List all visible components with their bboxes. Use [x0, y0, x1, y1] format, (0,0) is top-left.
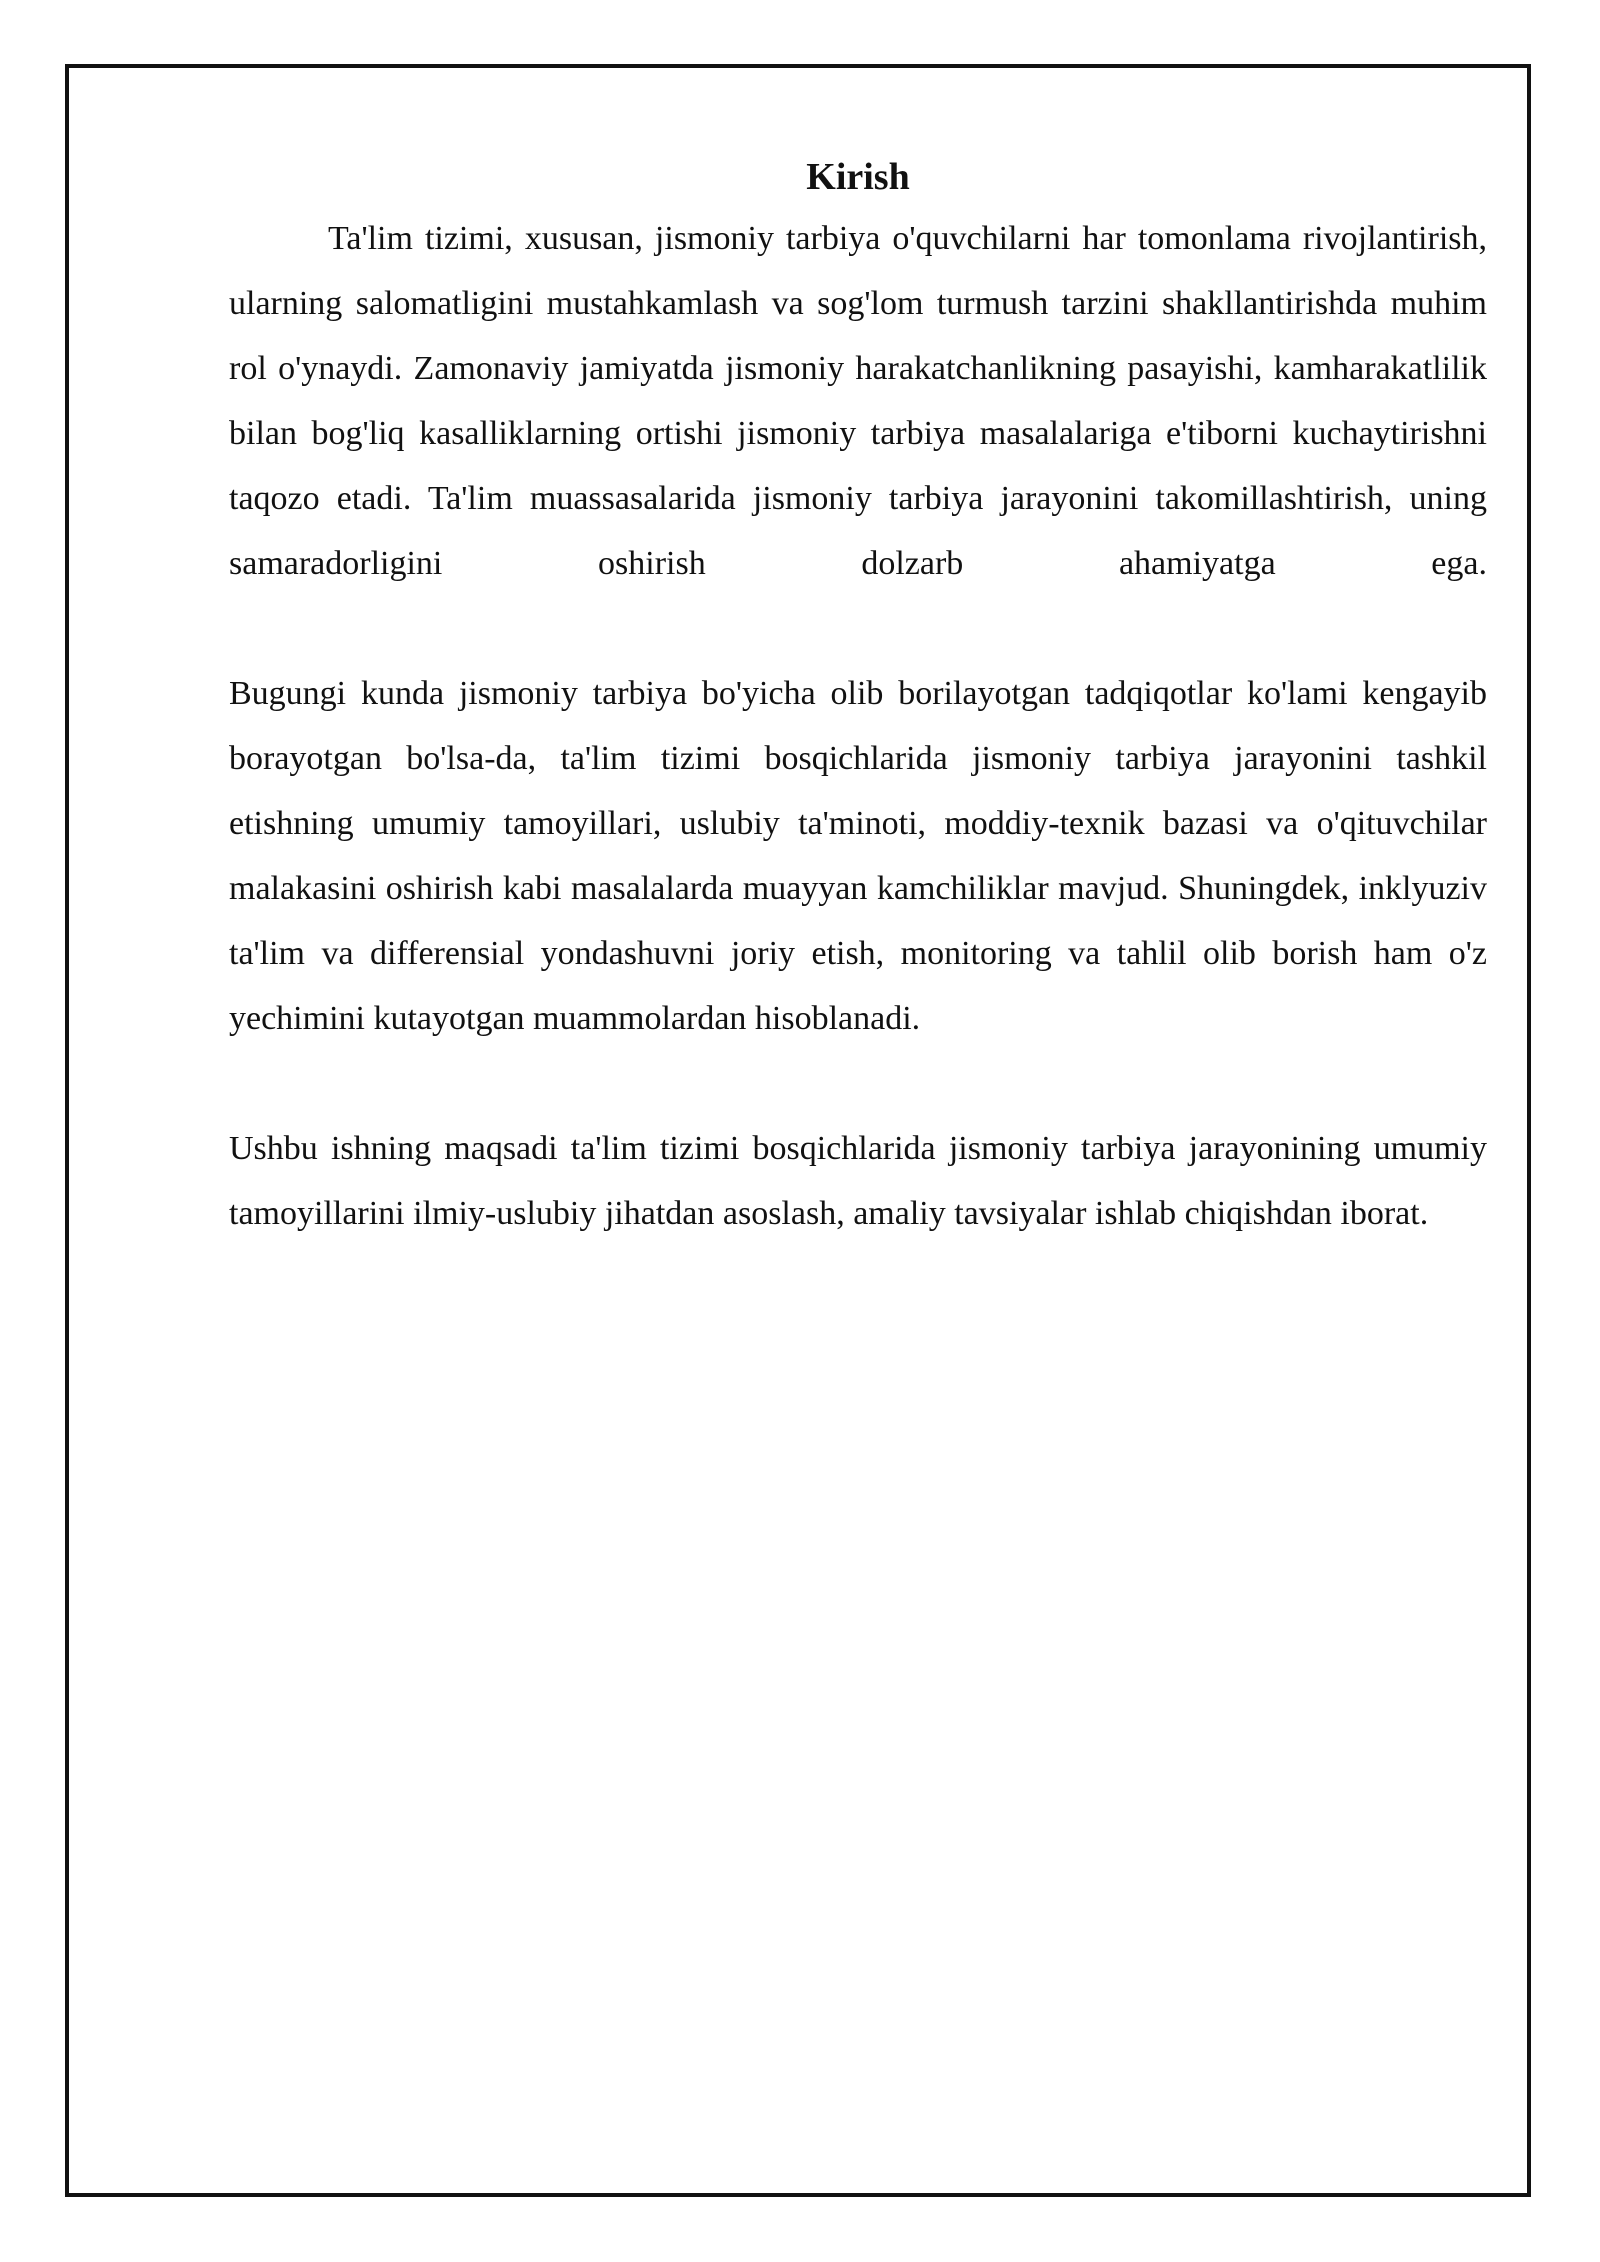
paragraph-problem-statement: Bugungi kunda jismoniy tarbiya bo'yicha olib borilayotgan tadqiqotlar ko'lami kengayib borayotgan bo'lsa-da, ta'lim tizimi bosqichlarida jismoniy tarbiya jarayonini tashkil etishning umumiy tamoyillari, uslubiy ta'minoti, moddiy-texnik bazasi va o'qituvchilar malakasini oshirish kabi masalalarda muayyan kamchiliklar mavjud. Shuningdek, inklyuziv ta'lim va differensial yondashuvni joriy etish, monitoring va tahlil olib borish ham o'z yechimini kutayotgan muammolardan hisoblanadi.: [229, 675, 1487, 1037]
paragraph-objective: Ushbu ishning maqsadi ta'lim tizimi bosqichlarida jismoniy tarbiya jarayonining umumiy tamoyillarini ilmiy-uslubiy jihatdan asoslash, amaliy tavsiyalar ishlab chiqishdan iborat.: [229, 1130, 1487, 1232]
document-title: Kirish: [806, 156, 910, 198]
paragraph-introduction: Ta'lim tizimi, xususan, jismoniy tarbiya o'quvchilarni har tomonlama rivojlantirish, ularning salomatligini mustahkamlash va sog'lom turmush tarzini shakllantirishda muhim rol o'ynaydi. Zamonaviy jamiyatda jismoniy harakatchanlikning pasayishi, kamharakatlilik bilan bog'liq kasalliklarning ortishi jismoniy tarbiya masalalariga e'tiborni kuchaytirishni taqozo etadi. Ta'lim muassasalarida jismoniy tarbiya jarayonini takomillashtirish, uning samaradorligini oshirish dolzarb ahamiyatga ega.: [229, 220, 1487, 582]
document-body: [229, 148, 1487, 1246]
